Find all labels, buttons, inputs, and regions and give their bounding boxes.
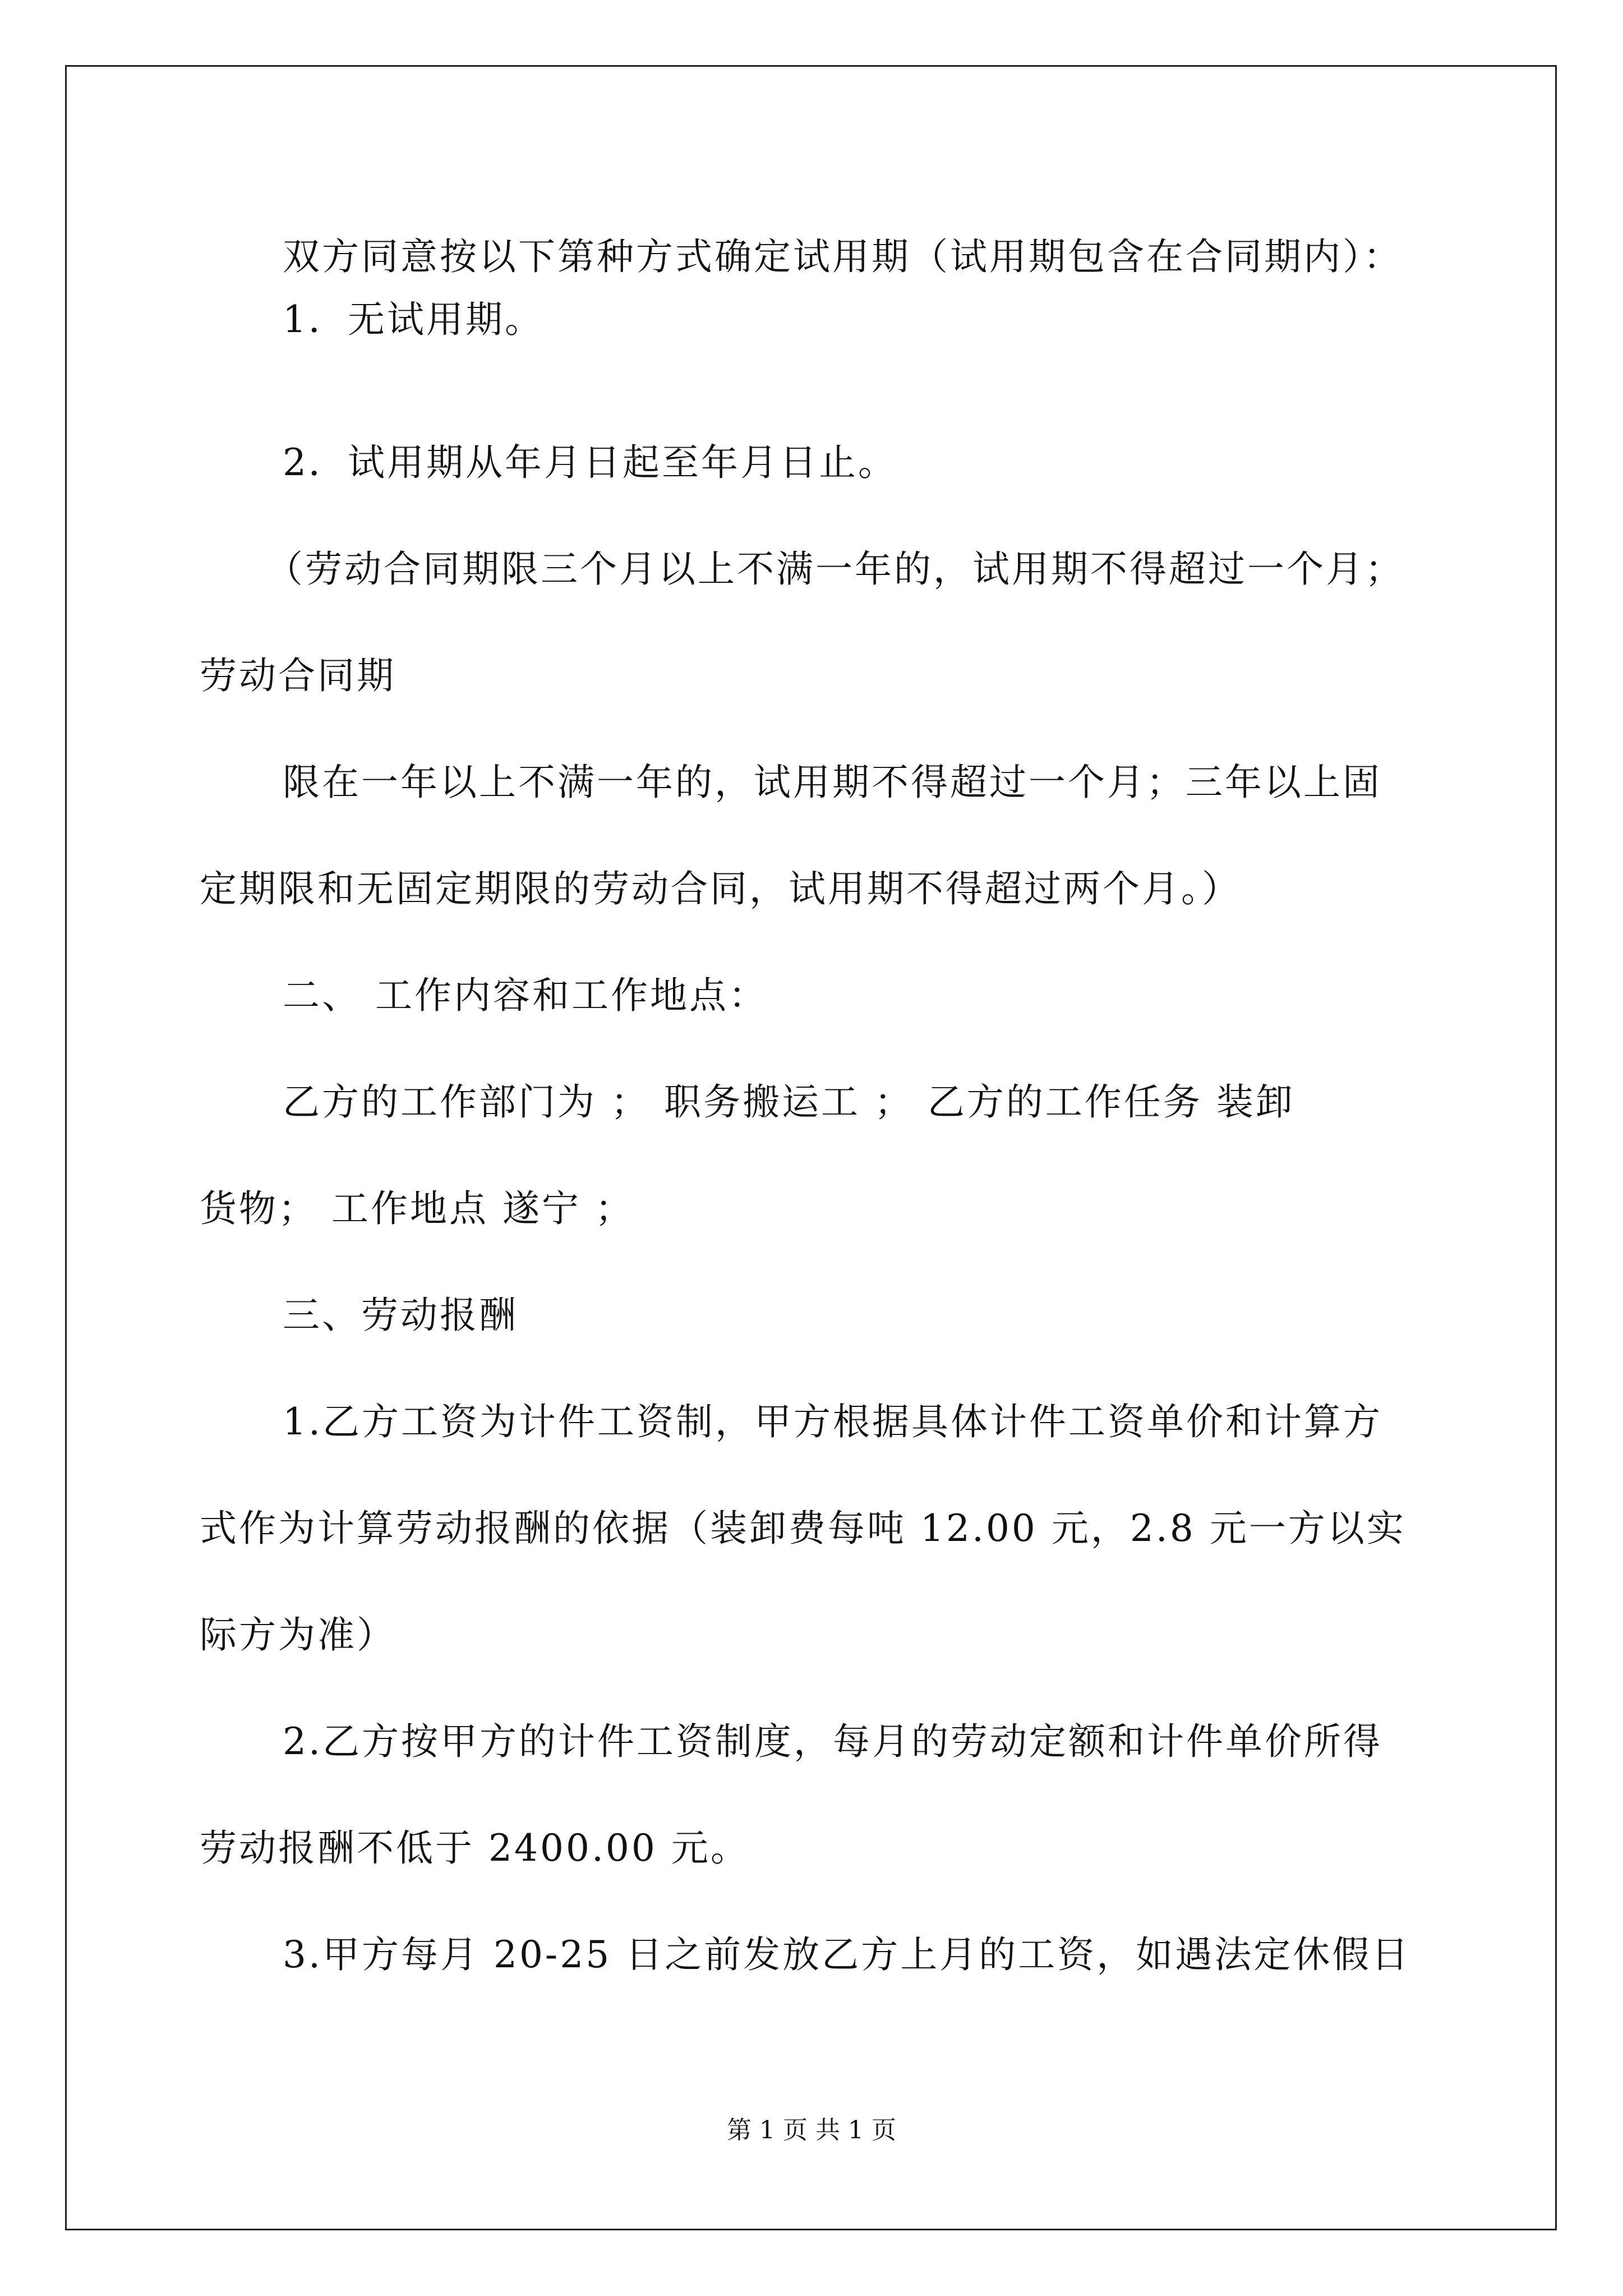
section-heading: 三、劳动报酬 [283, 1294, 518, 1337]
text-line: 限在一年以上不满一年的，试用期不得超过一个月；三年以上固 [283, 761, 1382, 804]
text-line: 1.乙方工资为计件工资制，甲方根据具体计件工资单价和计算方 [283, 1400, 1382, 1443]
text-line: 1．无试用期。 [283, 298, 544, 341]
text-line: 定期限和无固定期限的劳动合同，试用期不得超过两个月。） [200, 867, 1241, 910]
text-line: 2．试用期从年月日起至年月日止。 [283, 441, 897, 484]
text-line: 货物； 工作地点 遂宁 ； [200, 1187, 634, 1230]
text-line: 双方同意按以下第种方式确定试用期（试用期包含在合同期内）： [283, 235, 1403, 278]
section-heading: 二、 工作内容和工作地点： [283, 974, 768, 1017]
text-line: 劳动合同期 [200, 654, 396, 697]
text-line: 劳动报酬不低于 2400.00 元。 [200, 1826, 750, 1870]
text-line: 际方为准） [200, 1613, 396, 1657]
page-footer: 第 1 页 共 1 页 [727, 2116, 896, 2145]
text-line: 式作为计算劳动报酬的依据（装卸费每吨 12.00 元，2.8 元一方以实 [200, 1507, 1406, 1550]
text-line: （劳动合同期限三个月以上不满一年的，试用期不得超过一个月； [266, 547, 1404, 591]
text-line: 乙方的工作部门为 ； 职务搬运工 ； 乙方的工作任务 装卸 [283, 1080, 1295, 1124]
text-line: 3.甲方每月 20-25 日之前发放乙方上月的工资，如遇法定休假日 [283, 1933, 1411, 1976]
page-border [65, 65, 1557, 2230]
text-line: 2.乙方按甲方的计件工资制度，每月的劳动定额和计件单价所得 [283, 1720, 1382, 1763]
